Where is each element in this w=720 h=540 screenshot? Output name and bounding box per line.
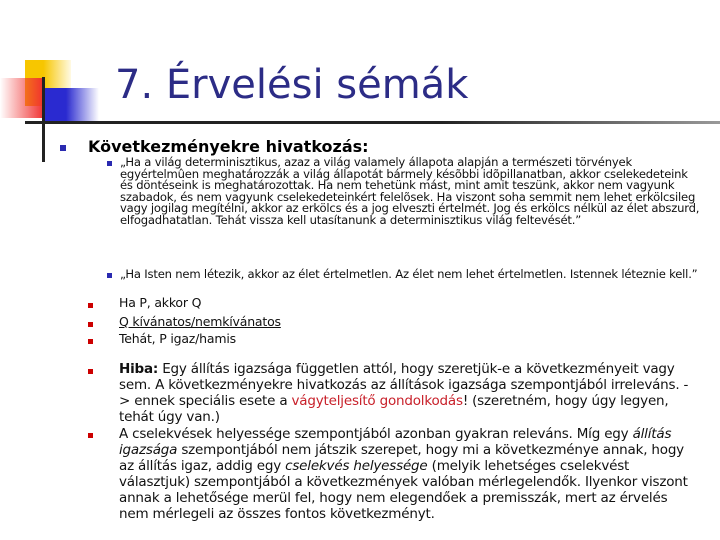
- bullet-icon: [88, 303, 93, 308]
- vertical-rule: [42, 77, 45, 162]
- fallacy-label: Hiba:: [119, 361, 159, 377]
- section-heading: Következményekre hivatkozás:: [88, 137, 369, 156]
- quote-god: „Ha Isten nem létezik, akkor az élet értelmetlen. Az élet nem lehet értelmetlen. Istennek léteznie kell.”: [120, 267, 698, 281]
- bullet-icon: [107, 161, 112, 166]
- text: A cselekvések helyessége szempontjából azonban gyakran releváns. Míg egy: [119, 426, 633, 442]
- text: szempontjából nem játszik szerepet, hogy mi a következménye annak, hogy az állítás igaz, addig egy: [119, 442, 684, 474]
- fallacy-text-end: ! (szeretném, hogy úgy legyen, tehát úgy van.): [119, 393, 669, 425]
- quote-determinism: „Ha a világ determinisztikus, azaz a világ valamely állapota alapján a természeti törvények egyértelmûen meghatározzák a világ állapotát bármely késõbbi idõpillanatban, akkor cselekedeteink és döntéseink is meghatározottak. Ha nem tehetünk mást, mint amit teszünk, akkor nem vagyunk szabadok, és nem vagyunk cselekedeteinkért felelõsek. Ha viszont soha semmit nem lehet erkölcsileg vagy jogilag megítélni, akkor az erkölcs és a jog elveszti értelmét. Jog és erkölcs nélkül az élet abszurd, elfogadhatatlan. Tehát vissza kell utasítanunk a determinisztikus világ feltevését.”: [120, 155, 700, 227]
- decor-blue-square: [44, 88, 99, 121]
- schema-line: Tehát, P igaz/hamis: [119, 331, 236, 346]
- italic-text: cselekvés helyessége: [285, 458, 428, 474]
- bullet-icon: [60, 145, 66, 151]
- fallacy-paragraph: [119, 361, 689, 425]
- title-rule: [25, 121, 720, 124]
- slide-title: 7. Érvelési sémák: [115, 62, 469, 108]
- bullet-icon: [88, 369, 93, 374]
- text: (melyik lehetséges cselekvést választjuk) szempontjából a következmények valóban mérlegelendők. Ilyenkor viszont annak a lehetősége merül fel, hogy nem elegendőek a premisszák, mert az érvelés nem mérlegeli az összes fontos következményt.: [119, 458, 688, 522]
- schema-line: Q kívánatos/nemkívánatos: [119, 314, 281, 329]
- wishful-thinking: vágyteljesítő gondolkodás: [291, 393, 463, 409]
- bullet-icon: [107, 273, 112, 278]
- action-paragraph: [119, 426, 694, 522]
- italic-text: állítás igazsága: [119, 426, 672, 458]
- bullet-icon: [88, 322, 93, 327]
- bullet-icon: [88, 339, 93, 344]
- fallacy-text: Egy állítás igazsága független attól, hogy szeretjük-e a következményeit vagy sem. A következményekre hivatkozás az állítások igazsága szempontjából irreleváns. -> ennek speciális esete a: [119, 361, 689, 409]
- schema-line: Ha P, akkor Q: [119, 295, 202, 310]
- bullet-icon: [88, 433, 93, 438]
- decor-red-square: [0, 78, 44, 118]
